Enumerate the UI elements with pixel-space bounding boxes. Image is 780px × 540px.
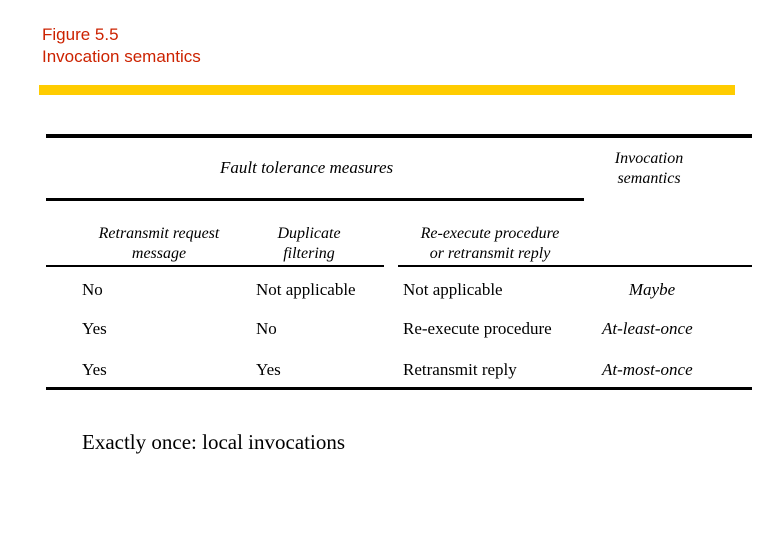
table-cell-retransmit: No xyxy=(82,280,103,299)
result-column-header xyxy=(590,149,708,189)
table-cell-duplicate: Not applicable xyxy=(256,280,356,299)
result-header-line1: Invocation xyxy=(614,150,684,167)
table-cell-duplicate: No xyxy=(256,319,277,338)
figure-title: Invocation semantics xyxy=(42,47,201,66)
column-header-line1: Retransmit request xyxy=(98,225,220,242)
table-cell-retransmit: Yes xyxy=(82,360,107,379)
table-top-rule xyxy=(46,134,752,138)
figure-number: Figure 5.5 xyxy=(42,25,119,44)
group-header: Fault tolerance measures xyxy=(220,158,394,177)
table-cell-reexecute: Re-execute procedure xyxy=(403,319,552,338)
figure-heading xyxy=(42,24,201,68)
table-bottom-rule xyxy=(46,387,752,390)
column-header-retransmit xyxy=(76,224,242,264)
table-cell-semantics: At-least-once xyxy=(602,319,693,338)
table-cell-reexecute: Retransmit reply xyxy=(403,360,517,379)
header-bottom-rule-right xyxy=(398,265,752,267)
column-header-line2: or retransmit reply xyxy=(429,245,551,262)
column-header-line1: Re-execute procedure xyxy=(420,225,560,242)
table-cell-semantics: At-most-once xyxy=(602,360,693,379)
table-cell-retransmit: Yes xyxy=(82,319,107,338)
column-header-line2: filtering xyxy=(283,245,335,262)
column-header-duplicate xyxy=(254,224,364,264)
group-header-rule xyxy=(46,198,584,201)
table-cell-semantics: Maybe xyxy=(628,280,676,299)
column-header-line2: message xyxy=(131,245,187,262)
result-header-line2: semantics xyxy=(617,170,681,187)
column-header-reexecute xyxy=(398,224,582,264)
accent-bar xyxy=(39,85,735,95)
column-header-line1: Duplicate xyxy=(277,225,341,242)
table-cell-reexecute: Not applicable xyxy=(403,280,503,299)
footnote: Exactly once: local invocations xyxy=(82,430,345,454)
header-bottom-rule-left xyxy=(46,265,384,267)
table-cell-duplicate: Yes xyxy=(256,360,281,379)
